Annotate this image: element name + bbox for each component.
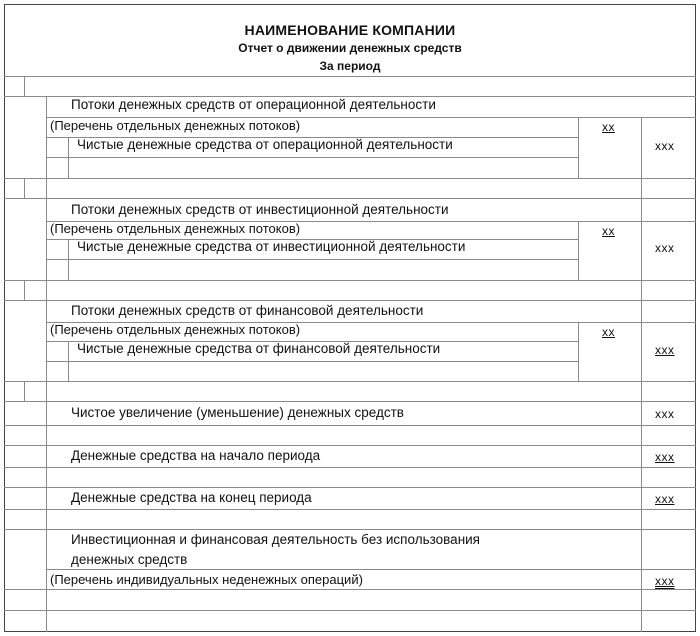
grid-column-line [578, 221, 579, 280]
net-change-amount: xxx [655, 407, 675, 421]
operating-list-amount: xx [602, 120, 615, 134]
financing-net-amount: xxx [655, 343, 675, 357]
cash-begin-amount: xxx [655, 450, 675, 464]
cash-end-amount: xxx [655, 492, 675, 506]
grid-row-line [4, 589, 696, 590]
company-name: НАИМЕНОВАНИЕ КОМПАНИИ [244, 22, 456, 38]
financing-list: (Перечень отдельных денежных потоков) [50, 322, 301, 337]
grid-column-line [24, 381, 25, 401]
grid-row-line [46, 569, 696, 570]
cash-end-label: Денежные средства на конец периода [71, 490, 312, 505]
grid-column-line [578, 322, 579, 381]
financing-heading: Потоки денежных средств от финансовой деятельности [71, 303, 424, 318]
noncash-list-amount: xxx [655, 574, 675, 588]
noncash-heading-line1: Инвестиционная и финансовая деятельность без использования [71, 532, 480, 547]
investing-net-amount: xxx [655, 241, 675, 255]
grid-row-line [46, 221, 696, 222]
report-title: Отчет о движении денежных средств [238, 41, 462, 55]
investing-list: (Перечень отдельных денежных потоков) [50, 221, 301, 236]
grid-row-line [4, 445, 696, 446]
grid-row-line [4, 529, 696, 530]
grid-row-line [4, 467, 696, 468]
grid-column-line [24, 280, 25, 300]
grid-row-line [46, 361, 578, 362]
grid-column-line [24, 178, 25, 198]
investing-list-amount: xx [602, 224, 615, 238]
financing-net: Чистые денежные средства от финансовой деятельности [77, 341, 441, 356]
noncash-list: (Перечень индивидуальных неденежных операций) [50, 572, 363, 587]
grid-row-line [46, 137, 578, 138]
grid-row-line [46, 259, 578, 260]
grid-row-line [4, 487, 696, 488]
report-period: За период [319, 59, 381, 73]
grid-row-line [4, 96, 696, 97]
grid-row-line [46, 322, 696, 323]
operating-list: (Перечень отдельных денежных потоков) [50, 118, 301, 133]
grid-row-line [4, 509, 696, 510]
operating-net: Чистые денежные средства от операционной деятельности [77, 137, 453, 152]
grid-row-line [4, 178, 696, 179]
grid-row-line [4, 300, 696, 301]
grid-row-line [4, 198, 696, 199]
grid-column-line [641, 117, 642, 632]
grid-row-line [4, 425, 696, 426]
grid-row-line [4, 280, 696, 281]
investing-net: Чистые денежные средства от инвестиционной деятельности [77, 239, 466, 254]
grid-row-line [4, 610, 696, 611]
financing-list-amount: xx [602, 325, 615, 339]
operating-heading: Потоки денежных средств от операционной деятельности [71, 97, 436, 112]
grid-column-line [578, 117, 579, 178]
grid-column-line [46, 96, 47, 632]
grid-row-line [4, 401, 696, 402]
grid-column-line [24, 76, 25, 96]
noncash-heading-line2: денежных средств [71, 552, 188, 567]
grid-row-line [4, 76, 696, 77]
operating-net-amount: xxx [655, 139, 675, 153]
grid-row-line [4, 381, 696, 382]
grid-row-line [46, 157, 578, 158]
grid-row-line [46, 117, 696, 118]
grid-row-line [46, 341, 578, 342]
cash-begin-label: Денежные средства на начало периода [71, 448, 321, 463]
net-change-label: Чистое увеличение (уменьшение) денежных средств [71, 405, 404, 420]
grid-row-line [46, 239, 578, 240]
investing-heading: Потоки денежных средств от инвестиционной деятельности [71, 202, 449, 217]
